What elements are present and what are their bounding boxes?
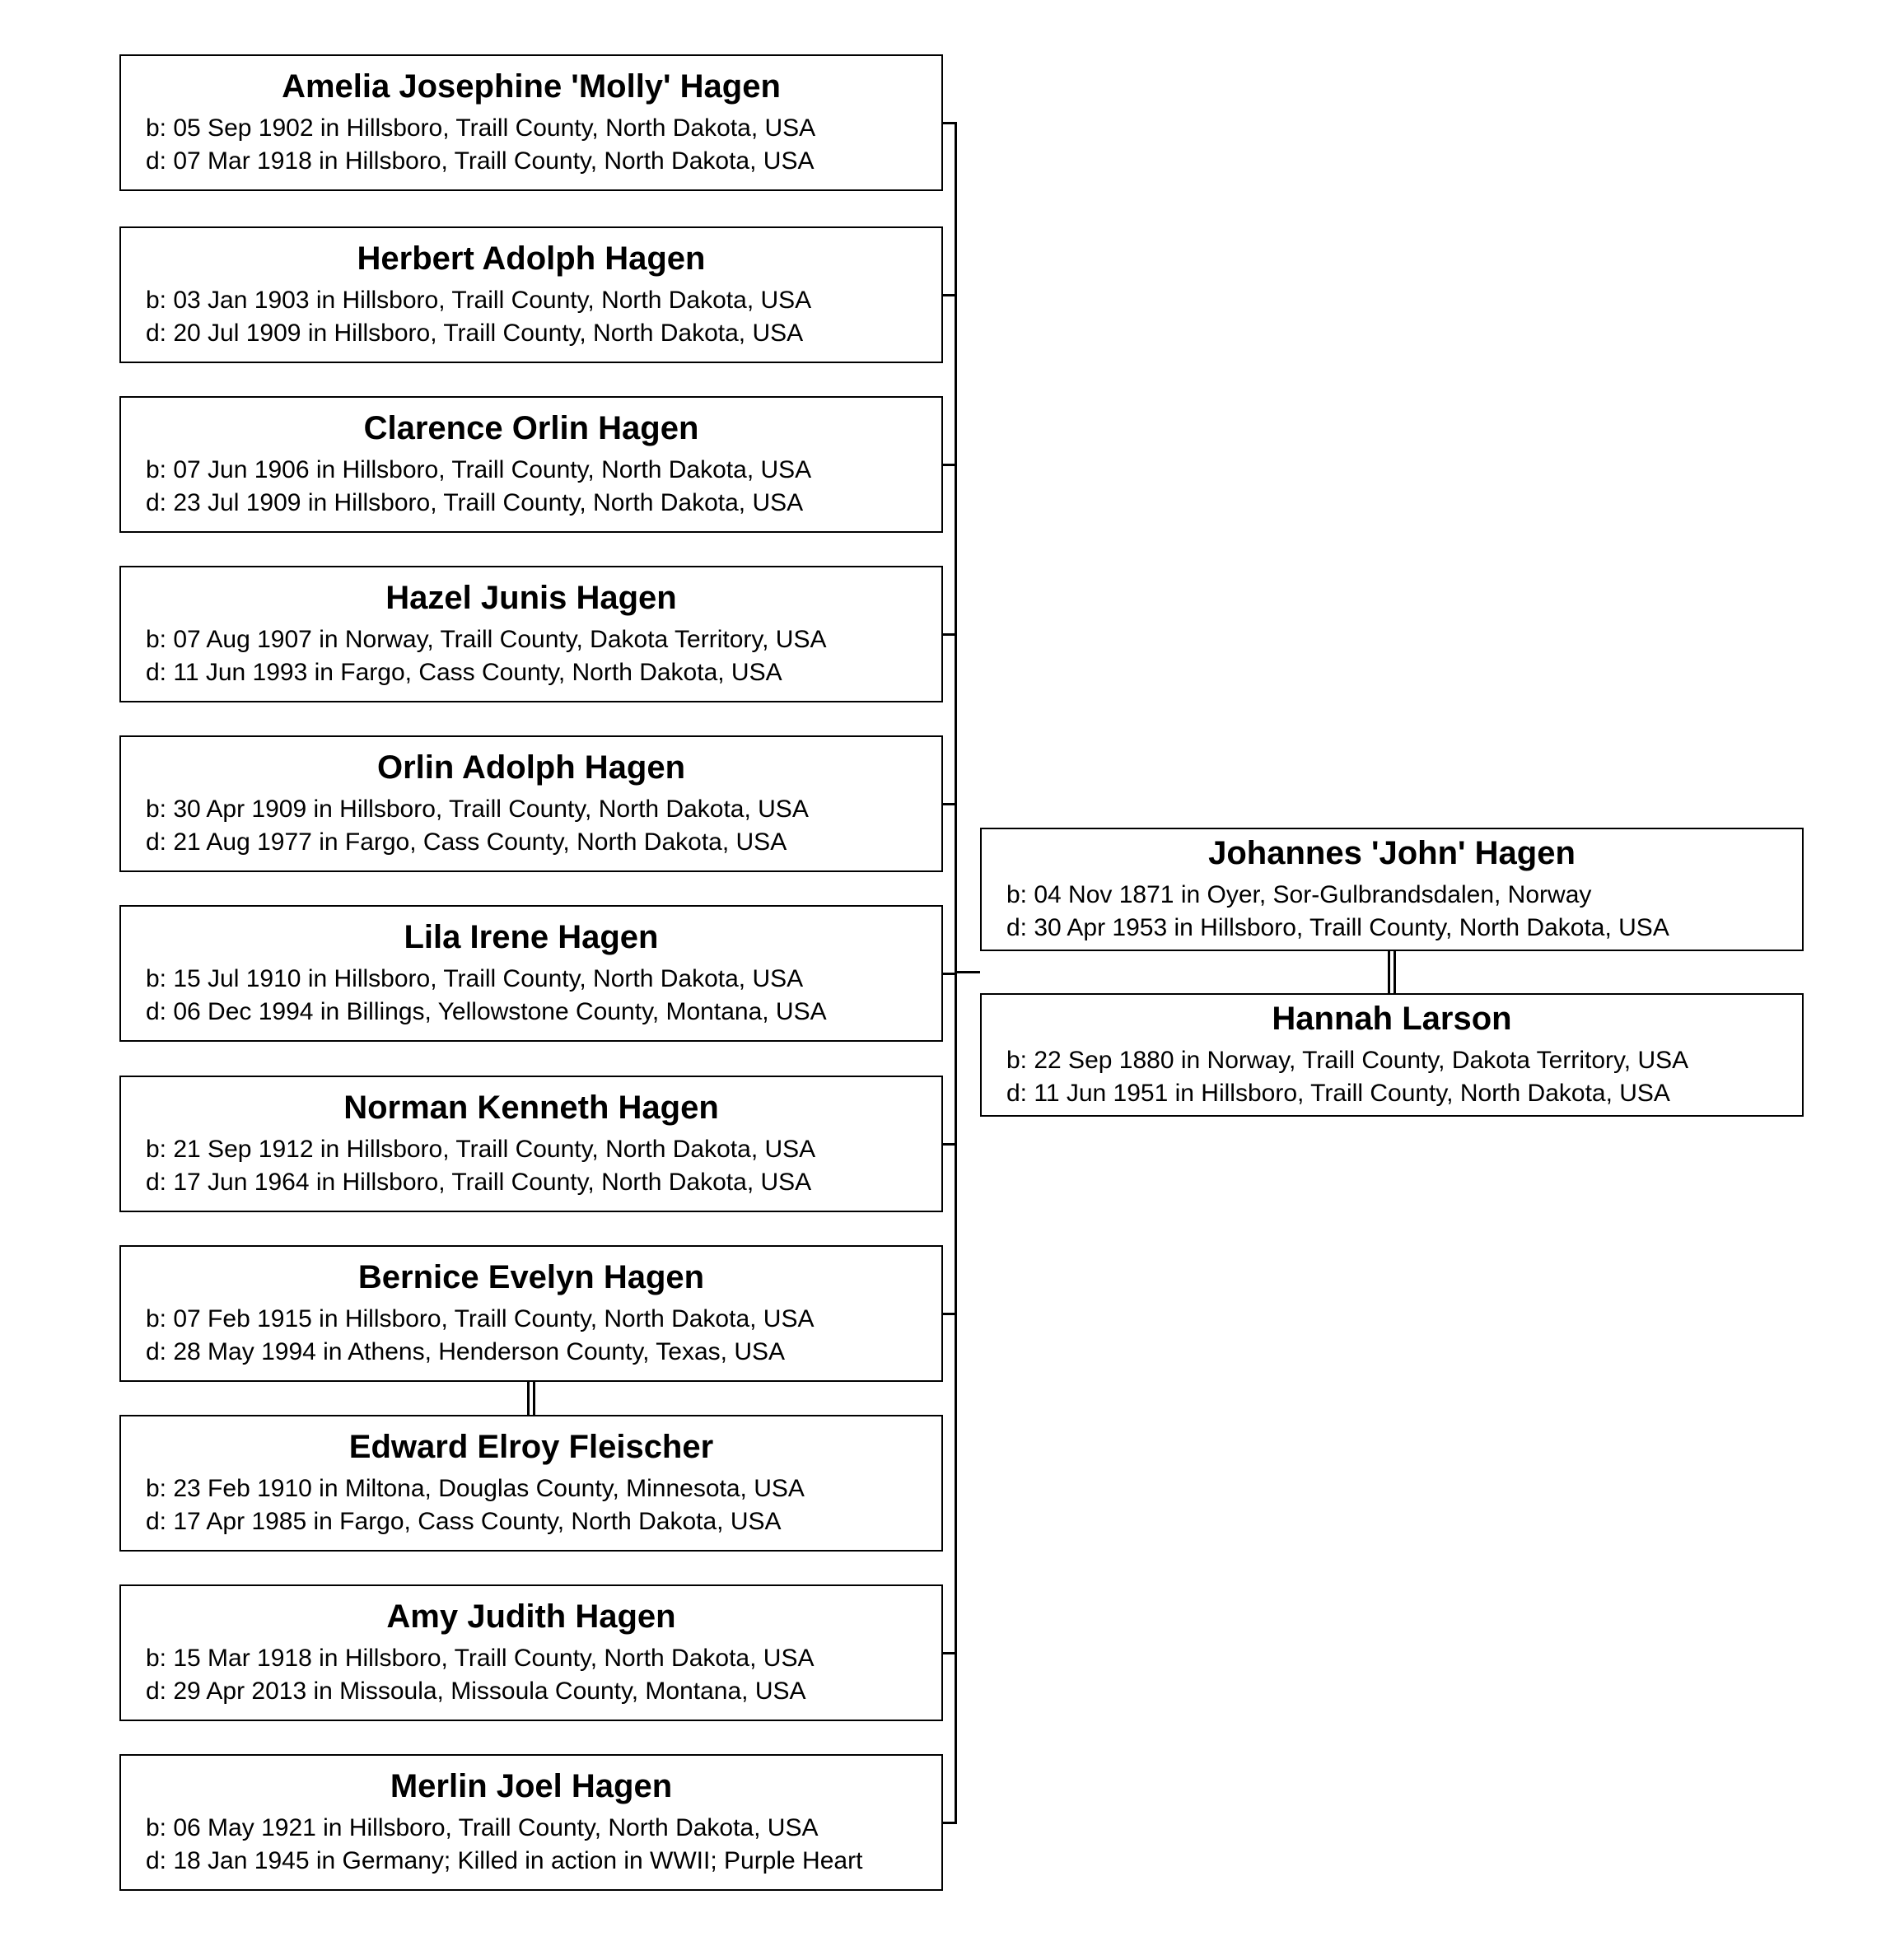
- person-box-clarence: [119, 396, 943, 533]
- person-name: Merlin Joel Hagen: [390, 1767, 673, 1804]
- person-box-hazel: [119, 566, 943, 702]
- marriage-connector-johannes-hannah: [1388, 951, 1396, 993]
- person-box-herbert: [119, 226, 943, 363]
- death-detail: d: 07 Mar 1918 in Hillsboro, Traill County, North Dakota, USA: [146, 147, 815, 175]
- death-detail: d: 20 Jul 1909 in Hillsboro, Traill County, North Dakota, USA: [146, 319, 804, 347]
- death-detail: d: 06 Dec 1994 in Billings, Yellowstone County, Montana, USA: [146, 997, 827, 1025]
- death-detail: d: 17 Apr 1985 in Fargo, Cass County, North Dakota, USA: [146, 1507, 782, 1535]
- child-connector-line: [943, 464, 956, 466]
- person-name: Hannah Larson: [1272, 1000, 1512, 1037]
- person-name: Herbert Adolph Hagen: [357, 240, 706, 277]
- child-connector-line: [943, 122, 956, 124]
- person-name: Orlin Adolph Hagen: [376, 749, 686, 786]
- birth-detail: b: 23 Feb 1910 in Miltona, Douglas County, Minnesota, USA: [146, 1474, 805, 1502]
- child-connector-line: [943, 1143, 956, 1146]
- birth-detail: b: 30 Apr 1909 in Hillsboro, Traill County, North Dakota, USA: [146, 795, 809, 823]
- person-box-merlin: [119, 1754, 943, 1891]
- death-detail: d: 23 Jul 1909 in Hillsboro, Traill County, North Dakota, USA: [146, 488, 804, 516]
- person-name: Edward Elroy Fleischer: [348, 1428, 714, 1465]
- birth-detail: b: 15 Jul 1910 in Hillsboro, Traill County, North Dakota, USA: [146, 964, 804, 992]
- person-name: Amy Judith Hagen: [386, 1598, 676, 1635]
- birth-detail: b: 07 Jun 1906 in Hillsboro, Traill County, North Dakota, USA: [146, 455, 812, 483]
- parents-connector-line: [955, 971, 980, 973]
- person-name: Johannes 'John' Hagen: [1208, 834, 1576, 871]
- child-connector-line: [943, 294, 956, 296]
- child-connector-line: [943, 1822, 956, 1824]
- birth-detail: b: 22 Sep 1880 in Norway, Traill County, Dakota Territory, USA: [1006, 1046, 1689, 1074]
- child-connector-line: [943, 1652, 956, 1654]
- birth-detail: b: 05 Sep 1902 in Hillsboro, Traill County, North Dakota, USA: [146, 114, 816, 142]
- birth-detail: b: 15 Mar 1918 in Hillsboro, Traill County, North Dakota, USA: [146, 1644, 815, 1672]
- birth-detail: b: 03 Jan 1903 in Hillsboro, Traill County, North Dakota, USA: [146, 286, 812, 314]
- child-connector-line: [943, 803, 956, 805]
- person-name: Bernice Evelyn Hagen: [357, 1258, 705, 1295]
- person-box-hannah: [980, 993, 1804, 1117]
- death-detail: d: 21 Aug 1977 in Fargo, Cass County, North Dakota, USA: [146, 828, 787, 856]
- birth-detail: b: 21 Sep 1912 in Hillsboro, Traill County, North Dakota, USA: [146, 1135, 816, 1163]
- death-detail: d: 29 Apr 2013 in Missoula, Missoula County, Montana, USA: [146, 1677, 806, 1705]
- person-box-norman: [119, 1076, 943, 1212]
- person-box-lila: [119, 905, 943, 1042]
- person-name: Hazel Junis Hagen: [385, 579, 677, 616]
- person-name: Amelia Josephine 'Molly' Hagen: [282, 68, 781, 105]
- death-detail: d: 18 Jan 1945 in Germany; Killed in action in WWII; Purple Heart: [146, 1846, 863, 1874]
- person-box-amy: [119, 1584, 943, 1721]
- person-name: Lila Irene Hagen: [404, 918, 659, 955]
- marriage-connector-bernice-edward: [527, 1382, 535, 1415]
- person-box-edward: [119, 1415, 943, 1552]
- person-name: Norman Kenneth Hagen: [343, 1089, 719, 1126]
- child-connector-line: [943, 1313, 956, 1315]
- birth-detail: b: 06 May 1921 in Hillsboro, Traill County, North Dakota, USA: [146, 1813, 819, 1841]
- person-box-amelia: [119, 54, 943, 191]
- birth-detail: b: 04 Nov 1871 in Oyer, Sor-Gulbrandsdalen, Norway: [1006, 880, 1592, 908]
- person-box-johannes: [980, 828, 1804, 951]
- death-detail: d: 11 Jun 1993 in Fargo, Cass County, North Dakota, USA: [146, 658, 782, 686]
- death-detail: d: 28 May 1994 in Athens, Henderson County, Texas, USA: [146, 1337, 786, 1365]
- birth-detail: b: 07 Aug 1907 in Norway, Traill County, Dakota Territory, USA: [146, 625, 827, 653]
- person-box-orlin: [119, 735, 943, 872]
- person-name: Clarence Orlin Hagen: [363, 409, 699, 446]
- death-detail: d: 11 Jun 1951 in Hillsboro, Traill County, North Dakota, USA: [1006, 1079, 1670, 1107]
- birth-detail: b: 07 Feb 1915 in Hillsboro, Traill County, North Dakota, USA: [146, 1304, 815, 1332]
- person-box-bernice: [119, 1245, 943, 1382]
- death-detail: d: 30 Apr 1953 in Hillsboro, Traill County, North Dakota, USA: [1006, 913, 1669, 941]
- child-connector-line: [943, 633, 956, 636]
- death-detail: d: 17 Jun 1964 in Hillsboro, Traill County, North Dakota, USA: [146, 1168, 812, 1196]
